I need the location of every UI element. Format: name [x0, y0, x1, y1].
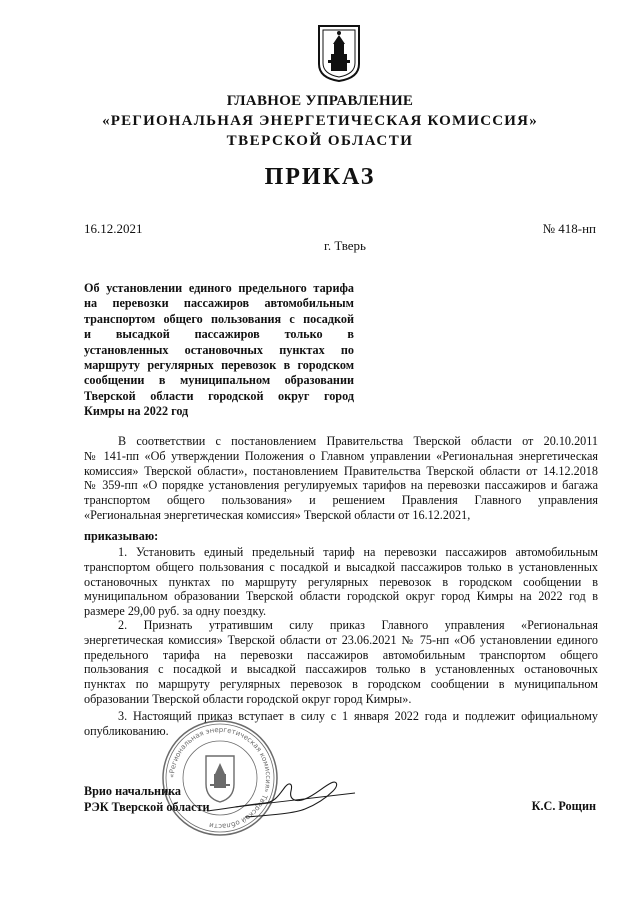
document-city: г. Тверь	[324, 238, 366, 253]
preamble-line: № 141-пп «Об утверждении Положения о Главном управлении «Региональная энергетическая	[84, 448, 598, 463]
item-2-line: энергетическая комиссия» Тверской области от 23.06.2021 № 75-нп «Об установлении единого	[84, 632, 598, 647]
item-2-paragraph	[84, 618, 598, 707]
subject-line: на перевозки пассажиров автомобильным	[84, 296, 354, 311]
preamble-line: В соответствии с постановлением Правительства Тверской области от 20.10.2011	[118, 434, 598, 448]
item-2-line: 2. Признать утратившим силу приказ Главного управления «Региональная	[118, 618, 598, 632]
org-name-line2: «РЕГИОНАЛЬНАЯ ЭНЕРГЕТИЧЕСКАЯ КОМИССИЯ»	[102, 113, 538, 129]
signatory-position	[84, 783, 210, 815]
item-1-line: размере 29,00 руб. за одну поездку.	[84, 604, 267, 619]
subject-line: транспортом общего пользования с посадкой	[84, 311, 354, 326]
item-1-line: 1. Установить единый предельный тариф на перевозки пассажиров автомобильным	[118, 545, 598, 559]
signatory-name: К.С. Рощин	[531, 799, 596, 813]
subject-line: Кимры на 2022 год	[84, 404, 189, 419]
subject-line: сообщении в муниципальном образовании	[84, 373, 354, 388]
item-1-line: остановочных пунктах по маршруту регулярных перевозок в городском сообщении в	[84, 574, 598, 589]
document-title: ПРИКАЗ	[264, 164, 376, 190]
subject-line: Тверской области городской округ город	[84, 388, 354, 403]
preamble-line: «Региональная энергетическая комиссия» Тверской области от 16.12.2021,	[84, 507, 471, 522]
item-2-line: пунктах по маршруту регулярных перевозок в городском сообщении в муниципальном	[84, 677, 598, 692]
decree-word: приказываю:	[84, 529, 159, 543]
item-2-line: образовании Тверской области городской округ город Кимры».	[84, 691, 412, 706]
preamble-line: комиссия» Тверской области», постановлением Правительства Тверской области от 14.12.2018	[84, 463, 598, 478]
document-number: № 418-нп	[542, 221, 596, 236]
document-date: 16.12.2021	[84, 221, 143, 236]
item-2-line: предельного тарифа на перевозки пассажиров автомобильным транспортом общего	[84, 647, 598, 662]
org-name-line3: ТВЕРСКОЙ ОБЛАСТИ	[226, 133, 414, 149]
subject-line: маршруту регулярных перевозок в городском	[84, 358, 354, 373]
item-1-paragraph	[84, 545, 598, 619]
preamble-line: № 359-пп «О порядке установления регулируемых тарифов на перевозки пассажиров и багажа	[84, 478, 598, 493]
subject-line: Об установлении единого предельного тарифа	[84, 281, 354, 295]
item-3-line: опубликованию.	[84, 723, 169, 738]
item-2-line: пользования с посадкой и высадкой пассажиров только в установленных остановочных	[84, 662, 598, 677]
coat-of-arms-icon	[317, 24, 361, 82]
subject-line: установленных остановочных пунктах по	[84, 342, 354, 357]
seal-text: «Региональная энергетическая комиссия» Тверской области	[167, 725, 273, 831]
signatory-position-line2: РЭК Тверской области	[84, 800, 210, 814]
item-3-line: 3. Настоящий приказ вступает в силу с 1 января 2022 года и подлежит официальному	[118, 709, 598, 723]
org-name-line1: ГЛАВНОЕ УПРАВЛЕНИЕ	[226, 93, 414, 109]
subject-line: и высадкой пассажиров только в	[84, 327, 354, 342]
handwritten-signature	[205, 773, 365, 823]
document-subject	[84, 281, 354, 420]
item-1-line: транспортом общего пользования с посадкой и высадкой пассажиров только в установленных	[84, 559, 598, 574]
item-1-line: муниципальном образовании Тверской области городской округ город Кимры на 2022 год в	[84, 589, 598, 604]
preamble-line: транспортом общего пользования» и решением Правления Главного управления	[84, 493, 598, 508]
signatory-position-line1: Врио начальника	[84, 784, 182, 798]
preamble-paragraph	[84, 434, 598, 523]
